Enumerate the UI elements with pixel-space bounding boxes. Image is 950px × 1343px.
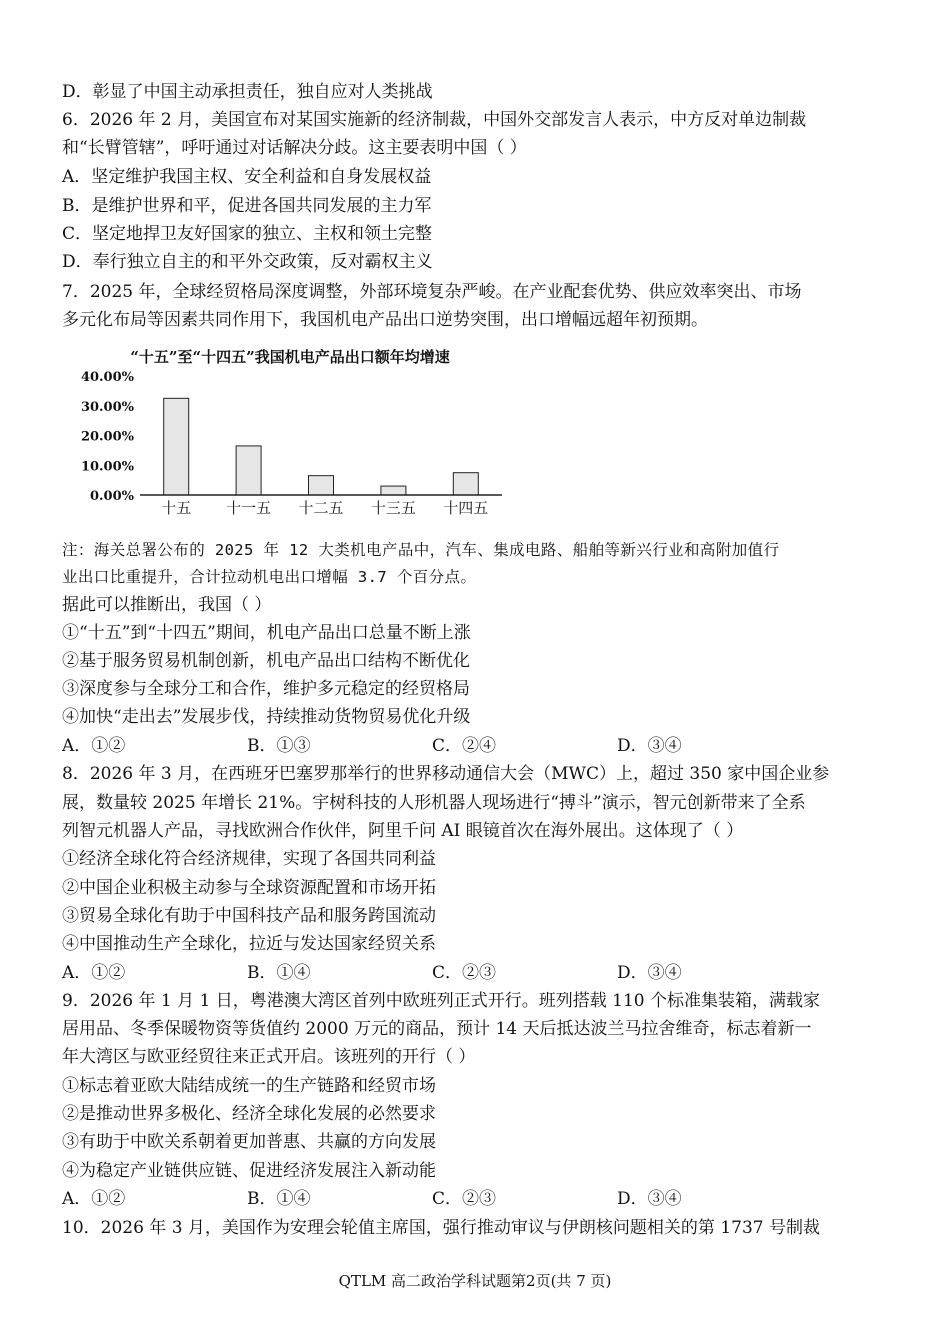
- q8-stem-line1: 8．2026 年 3 月，在西班牙巴塞罗那举行的世界移动通信大会（MWC）上，超过 350 家中国企业参: [62, 764, 830, 784]
- bar-3: [381, 486, 406, 495]
- q6-option-a: A．坚定维护我国主权、安全利益和自身发展权益: [62, 167, 432, 187]
- q8-option-c: C．②③: [432, 963, 497, 983]
- q6-option-c: C．坚定地捍卫友好国家的独立、主权和领土完整: [62, 224, 433, 244]
- q7-option-a: A．①②: [62, 736, 126, 756]
- q8-statement-3: ③贸易全球化有助于中国科技产品和服务跨国流动: [62, 906, 436, 926]
- bar-4: [453, 473, 478, 495]
- q9-stem-line1: 9．2026 年 1 月 1 日，粤港澳大湾区首列中欧班列正式开行。班列搭载 110 个标准集装箱，满载家: [62, 991, 820, 1011]
- q8-option-d: D．③④: [617, 963, 682, 983]
- q7-stem-line1: 7．2025 年，全球经贸格局深度调整，外部环境复杂严峻。在产业配套优势、供应效率突出、市场: [62, 282, 802, 302]
- q6-stem-line1: 6．2026 年 2 月，美国宣布对某国实施新的经济制裁，中国外交部发言人表示，中方反对单边制裁: [62, 110, 807, 130]
- q6-option-b: B．是维护世界和平，促进各国共同发展的主力军: [62, 196, 432, 216]
- q7-stem-line2: 多元化布局等因素共同作用下，我国机电产品出口逆势突围，出口增幅远超年初预期。: [62, 310, 708, 330]
- q8-statement-2: ②中国企业积极主动参与全球资源配置和市场开拓: [62, 878, 436, 898]
- q9-stem-line3: 年大湾区与欧亚经贸往来正式开启。该班列的开行（ ）: [62, 1047, 476, 1067]
- y-tick-label: 40.00%: [80, 370, 134, 385]
- q8-option-b: B．①④: [247, 963, 311, 983]
- q9-option-a: A．①②: [62, 1189, 126, 1209]
- chart-note-line2: 业出口比重提升，合计拉动机电出口增幅 3.7 个百分点。: [62, 568, 477, 586]
- category-label: 十五: [161, 499, 192, 517]
- q10-stem-line1: 10．2026 年 3 月，美国作为安理会轮值主席国，强行推动审议与伊朗核问题相关的第 1737 号制裁: [62, 1218, 820, 1238]
- q9-options: [62, 1187, 882, 1211]
- q7-option-c: C．②④: [432, 736, 497, 756]
- y-tick-label: 30.00%: [80, 399, 134, 415]
- q7-options: [62, 734, 882, 758]
- q8-option-a: A．①②: [62, 963, 126, 983]
- q9-statement-4: ④为稳定产业链供应链、促进经济发展注入新动能: [62, 1161, 436, 1181]
- chart-note-line1: 注：海关总署公布的 2025 年 12 大类机电产品中，汽车、集成电路、船舶等新兴行业和高附加值行: [62, 541, 780, 559]
- q7-statement-1: ①“十五”到“十四五”期间，机电产品出口总量不断上涨: [62, 623, 471, 643]
- q8-stem-line2: 展，数量较 2025 年增长 21%。宇树科技的人形机器人现场进行“搏斗”演示，智元创新带来了全系: [62, 793, 806, 813]
- q7-question: 据此可以推断出，我国（ ）: [62, 595, 272, 615]
- chart-title: “十五”至“十四五”我国机电产品出口额年均增速: [130, 348, 450, 366]
- q8-statement-1: ①经济全球化符合经济规律，实现了各国共同利益: [62, 849, 436, 869]
- q9-statement-3: ③有助于中欧关系朝着更加普惠、共赢的方向发展: [62, 1132, 436, 1152]
- q5-option-d: D．彰显了中国主动承担责任，独自应对人类挑战: [62, 82, 433, 102]
- bar-0: [164, 398, 189, 495]
- q7-option-d: D．③④: [617, 736, 682, 756]
- page-footer: QTLM 高二政治学科试题第2页(共 7 页): [338, 1272, 612, 1290]
- q9-stem-line2: 居用品、冬季保暖物资等货值约 2000 万元的商品，预计 14 天后抵达波兰马拉舍维奇，标志着新一: [62, 1019, 812, 1039]
- y-tick-label: 20.00%: [80, 429, 134, 445]
- q8-statement-4: ④中国推动生产全球化，拉近与发达国家经贸关系: [62, 934, 436, 954]
- q9-option-c: C．②③: [432, 1189, 497, 1209]
- category-label: 十四五: [443, 499, 489, 517]
- bar-1: [236, 446, 261, 495]
- y-tick-label: 10.00%: [80, 459, 134, 475]
- q7-statement-2: ②基于服务贸易机制创新，机电产品出口结构不断优化: [62, 651, 470, 671]
- q7-statement-3: ③深度参与全球分工和合作，维护多元稳定的经贸格局: [62, 679, 470, 699]
- category-label: 十三五: [370, 499, 416, 517]
- category-label: 十一五: [226, 499, 272, 517]
- q9-option-d: D．③④: [617, 1189, 682, 1209]
- q9-statement-2: ②是推动世界多极化、经济全球化发展的必然要求: [62, 1104, 436, 1124]
- q6-stem-line2: 和“长臂管辖”，呼吁通过对话解决分歧。这主要表明中国（ ）: [62, 138, 527, 158]
- y-tick-label: 0.00%: [89, 489, 134, 504]
- q8-options: [62, 961, 882, 985]
- category-label: 十二五: [298, 499, 344, 517]
- export-growth-chart: [60, 340, 510, 520]
- q7-statement-4: ④加快“走出去”发展步伐，持续推动货物贸易优化升级: [62, 707, 471, 727]
- q6-option-d: D．奉行独立自主的和平外交政策，反对霸权主义: [62, 252, 433, 272]
- q9-statement-1: ①标志着亚欧大陆结成统一的生产链路和经贸市场: [62, 1076, 436, 1096]
- q7-option-b: B．①③: [247, 736, 311, 756]
- q8-stem-line3: 列智元机器人产品，寻找欧洲合作伙伴，阿里千问 AI 眼镜首次在海外展出。这体现了（ ）: [62, 821, 744, 841]
- q9-option-b: B．①④: [247, 1189, 311, 1209]
- bar-2: [309, 476, 334, 495]
